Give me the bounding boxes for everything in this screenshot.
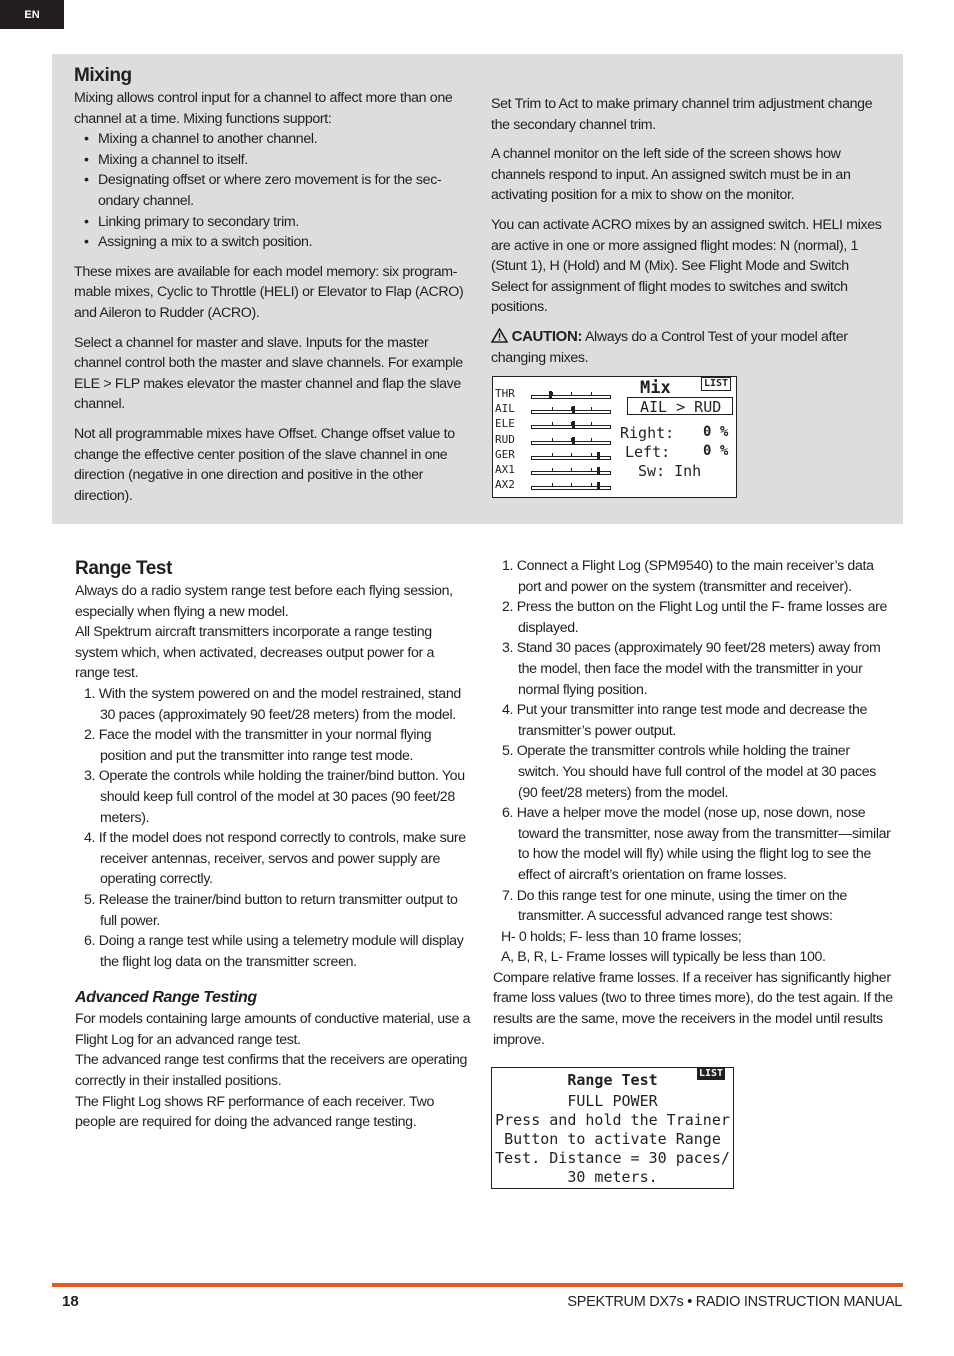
list-item: 4. If the model does not respond correctly to controls, make sure receiver antennas, receiver, servos and power supply are operating correctly.: [84, 830, 466, 888]
channel-bar: [531, 456, 611, 460]
range-test-paragraph: Compare relative frame losses. If a receiver has significantly higher frame loss values (two to three times more), do the test again. If the results are the same, move the receivers in the model until results improve.: [493, 969, 893, 1048]
channel-bar: [531, 425, 611, 429]
channel-monitor-row: [494, 447, 614, 462]
caution-label: CAUTION:: [511, 327, 583, 345]
range-screen-line: Press and hold the Trainer: [495, 1111, 730, 1129]
channel-bar-tick: [591, 422, 592, 425]
list-item: • Mixing a channel to another channel.: [74, 129, 470, 150]
channel-bar-tick: [552, 438, 553, 441]
channel-label: THR: [495, 387, 515, 400]
channel-monitor-row: [494, 401, 614, 416]
range-screen-title: Range Test: [567, 1071, 658, 1089]
caution-text: Always do a Control Test of your model after changing mixes.: [491, 328, 848, 366]
channel-monitor-row: [494, 416, 614, 431]
range-test-right-column: [493, 556, 893, 1050]
channel-bar: [531, 486, 611, 490]
left-label: Left:: [625, 443, 671, 461]
channel-bar: [531, 441, 611, 445]
advanced-range-heading: Advanced Range Testing: [75, 989, 257, 1007]
right-label: Right:: [620, 424, 675, 442]
range-test-left-column: [75, 557, 471, 1133]
channel-label: AIL: [495, 402, 515, 416]
list-tag: LIST: [701, 377, 731, 391]
mixing-paragraph: Not all programmable mixes have Offset. Change offset value to change the effective center position of the slave channel in one direction (negative in one direction and positive in the other direction).: [74, 425, 455, 504]
list-item: 7. Do this range test for one minute, using the timer on the transmitter. A successful advanced range test shows:: [502, 887, 847, 925]
mix-screen-title: Mix: [640, 378, 671, 398]
list-item: 6. Have a helper move the model (nose up, nose down, nose toward the transmitter, nose away from the transmitter—similar to how the model will fly) while using the flight log to see the effect of aircraft’s orientation on frame losses.: [502, 805, 891, 883]
list-item: 3. Operate the controls while holding the trainer/bind button. You should keep full control of the model at 30 paces (90 feet/28 meters).: [84, 768, 465, 826]
channel-bar-tick: [552, 422, 553, 425]
channel-label: RUD: [495, 432, 515, 446]
range-test-result: H- 0 holds; F- less than 10 frame losses;: [501, 928, 742, 945]
channel-position-marker: [597, 452, 600, 460]
channel-bar-tick: [571, 483, 572, 486]
list-item: 4. Put your transmitter into range test mode and decrease the transmitter’s power output.: [502, 702, 868, 739]
channel-bar-tick: [552, 468, 553, 471]
range-screen-line: FULL POWER: [567, 1092, 658, 1110]
warning-icon: [491, 328, 508, 343]
channel-bar-tick: [591, 483, 592, 486]
channel-bar-tick: [591, 407, 592, 410]
mixing-heading: Mixing: [74, 65, 132, 86]
channel-monitor: [494, 386, 614, 492]
channel-label: GER: [495, 447, 515, 461]
channel-monitor-row: [494, 386, 614, 401]
mixing-left-column: [74, 64, 470, 506]
list-item: 5. Release the trainer/bind button to return transmitter output to full power.: [84, 891, 458, 929]
channel-bar-tick: [591, 453, 592, 456]
channel-position-marker: [572, 406, 575, 414]
range-test-screen: [491, 1067, 734, 1189]
left-value: 0 %: [703, 443, 729, 459]
channel-bar-tick: [571, 468, 572, 471]
range-test-paragraph: Always do a radio system range test before each flying session, especially when flying a new model.: [75, 583, 453, 620]
range-screen-line: Test. Distance = 30 paces/: [495, 1149, 730, 1167]
switch-line: Sw: Inh: [638, 462, 702, 480]
list-item: 6. Doing a range test while using a telemetry module will display the flight log data on the transmitter screen.: [84, 933, 464, 970]
channel-position-marker: [549, 391, 552, 399]
channel-label: AX2: [495, 478, 515, 492]
channel-position-marker: [572, 437, 575, 445]
mixing-bullet-list: [74, 129, 470, 253]
channel-bar-tick: [591, 468, 592, 471]
channel-label: AX1: [495, 462, 515, 476]
channel-position-marker: [572, 421, 575, 429]
range-test-steps: [75, 684, 471, 972]
list-item: • Linking primary to secondary trim.: [74, 212, 470, 233]
right-value: 0 %: [703, 424, 729, 440]
advanced-range-paragraph: For models containing large amounts of conductive material, use a Flight Log for an advanced range test.: [75, 1011, 471, 1048]
channel-monitor-row: [494, 432, 614, 447]
range-test-paragraph: All Spektrum aircraft transmitters incorporate a range testing system which, when activated, decreases output power for a range test.: [75, 624, 435, 682]
range-test-result: A, B, R, L- Frame losses will typically be less than 100.: [501, 949, 826, 966]
list-item: 1. With the system powered on and the model restrained, stand 30 paces (approximately 90 feet/28 meters) from the model.: [84, 685, 461, 723]
list-item: • Assigning a mix to a switch position.: [74, 232, 470, 253]
mixing-paragraph: You can activate ACRO mixes by an assigned switch. HELI mixes are active in one or more assigned flight modes: N (normal), 1 (Stunt 1), H (Hold) and M (Mix). See Flight Mode and Switch Select for assignment of flight modes to switches and switch positions.: [491, 216, 882, 316]
language-tab: EN: [0, 0, 64, 29]
range-screen-line: Button to activate Range: [504, 1130, 721, 1148]
page-number: 18: [62, 1293, 79, 1310]
mixing-paragraph: A channel monitor on the left side of the screen shows how channels respond to input. An assigned switch must be in an activating position for a mix to show on the monitor.: [491, 146, 851, 204]
channel-bar-tick: [591, 438, 592, 441]
channel-monitor-row: [494, 462, 614, 477]
manual-title: SPEKTRUM DX7s • RADIO INSTRUCTION MANUAL: [567, 1294, 902, 1310]
advanced-range-paragraph: The advanced range test confirms that the receivers are operating correctly in their installed positions.: [75, 1052, 468, 1090]
mixing-paragraph: These mixes are available for each model memory: six programmable mixes, Cyclic to Throttle (HELI) or Elevator to Flap (ACRO) and Aileron to Rudder (ACRO).: [74, 263, 464, 321]
footer-rule: [52, 1283, 903, 1287]
list-item: • Designating offset or where zero movement is for the secondary channel.: [74, 170, 470, 211]
channel-bar-tick: [552, 483, 553, 486]
mixing-right-column: [491, 94, 887, 368]
channel-bar-tick: [571, 453, 572, 456]
list-item: 5. Operate the transmitter controls while holding the trainer switch. You should have full control of the model at 30 paces (90 feet/28 meters) from the model.: [502, 743, 877, 801]
range-screen-line: 30 meters.: [567, 1168, 658, 1186]
channel-position-marker: [597, 482, 600, 490]
caution-note: [491, 327, 887, 368]
mix-screen: [492, 376, 737, 498]
list-tag: LIST: [699, 1068, 724, 1079]
list-item: 1. Connect a Flight Log (SPM9540) to the main receiver’s data port and power on the system (transmitter and receiver).: [502, 558, 874, 595]
channel-bar-tick: [552, 453, 553, 456]
advanced-range-steps: [493, 556, 893, 927]
mixing-paragraph: Set Trim to Act to make primary channel trim adjustment change the secondary channel trim.: [491, 96, 873, 133]
channel-monitor-row: [494, 477, 614, 492]
channel-position-marker: [597, 467, 600, 475]
list-item: 2. Press the button on the Flight Log until the F- frame losses are displayed.: [502, 599, 888, 636]
mixing-paragraph: Select a channel for master and slave. Inputs for the master channel control both the master and slave channels. For example ELE > FLP makes elevator the master channel and flap the slave channel.: [74, 334, 463, 413]
channel-bar-tick: [552, 407, 553, 410]
advanced-range-paragraph: The Flight Log shows RF performance of each receiver. Two people are required for doing the advanced range testing.: [75, 1093, 435, 1131]
channel-bar: [531, 395, 611, 399]
mix-selection: AIL > RUD: [627, 397, 733, 415]
channel-bar: [531, 471, 611, 475]
list-item: 3. Stand 30 paces (approximately 90 feet/28 meters) away from the model, then face the model with the transmitter in your normal flying position.: [502, 640, 881, 698]
channel-bar-tick: [591, 392, 592, 395]
range-test-heading: Range Test: [75, 558, 173, 579]
channel-bar-tick: [571, 392, 572, 395]
channel-label: ELE: [495, 417, 515, 431]
channel-bar: [531, 410, 611, 414]
list-item: 2. Face the model with the transmitter in your normal flying position and put the transmitter into range test mode.: [84, 727, 432, 764]
list-item: • Mixing a channel to itself.: [74, 150, 470, 171]
mixing-intro: Mixing allows control input for a channel to affect more than one channel at a time. Mixing functions support:: [74, 90, 453, 127]
